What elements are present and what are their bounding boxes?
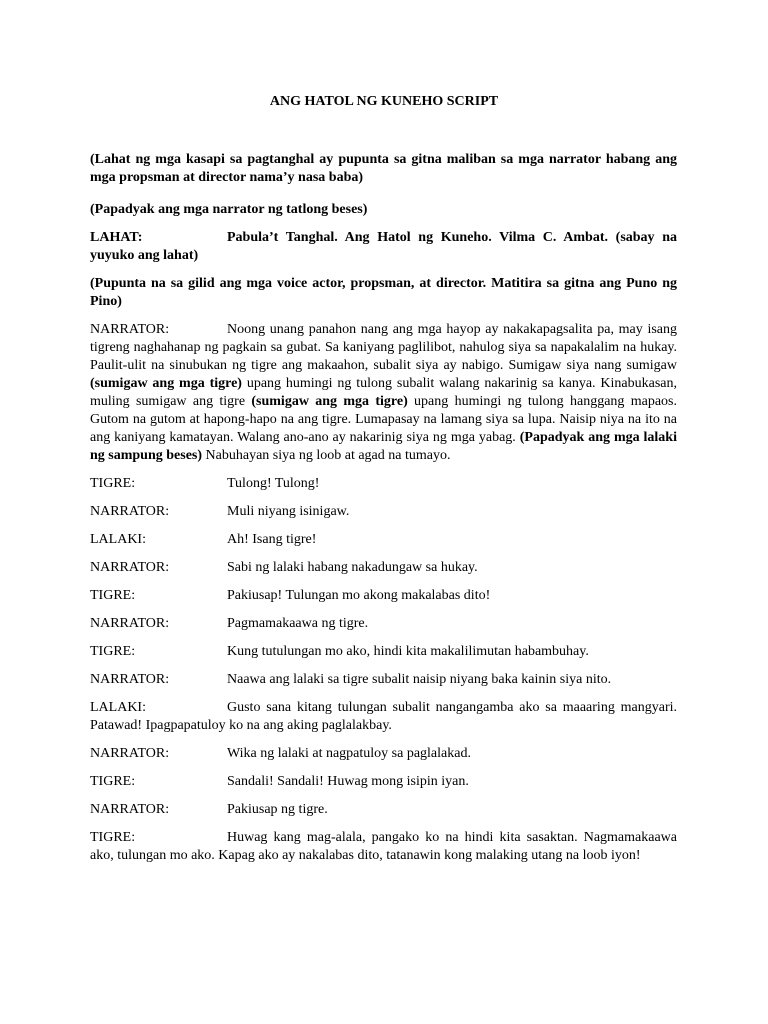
line-text: Gusto sana kitang tulungan subalit nangangamba ako sa maaaring mangyari. Patawad! Ipagpapatuloy ko na ang aking paglalakbay.	[90, 700, 677, 733]
line-narration	[90, 321, 677, 465]
line-text: Sabi ng lalaki habang nakadungaw sa hukay.	[227, 560, 478, 575]
line-text: Sandali! Sandali! Huwag mong isipin iyan.	[227, 774, 469, 789]
line-text: Pakiusap! Tulungan mo akong makalabas dito!	[227, 588, 491, 603]
dialogue-line	[90, 671, 677, 689]
speaker-label: TIGRE:	[90, 774, 136, 789]
speaker-label: NARRATOR:	[90, 802, 170, 817]
line-text: Wika ng lalaki at nagpatuloy sa paglalakad.	[227, 746, 471, 761]
dialogue-line	[90, 829, 677, 865]
line-text: Pabula’t Tanghal. Ang Hatol ng Kuneho. Vilma C. Ambat. (sabay na yuyuko ang lahat)	[90, 230, 677, 263]
line-text: Ah! Isang tigre!	[227, 532, 317, 547]
speaker-label: LALAKI:	[90, 700, 146, 715]
dialogue-line	[90, 503, 677, 521]
narration-text-3: upang humingi ng tulong hanggang mapaos. Gutom na gutom at hapong-hapo na ang tigre. Lumapasay na lamang siya sa lupa. Naisip niya na ito na ang kaniyang kamatayan. Walang ano-ano ay nakarinig siya ng mga yabag.	[90, 394, 678, 445]
speaker-label: NARRATOR:	[90, 746, 170, 761]
line-lahat	[90, 229, 677, 265]
line-text: Naawa ang lalaki sa tigre subalit naisip niyang baka kainin siya nito.	[227, 672, 612, 687]
stage-cue-1: (sumigaw ang mga tigre)	[90, 376, 242, 391]
stage-direction-stomp: (Papadyak ang mga narrator ng tatlong beses)	[90, 202, 368, 217]
speaker-label: NARRATOR:	[90, 504, 170, 519]
dialogue-line	[90, 745, 677, 763]
stage-cue-2: (sumigaw ang mga tigre)	[251, 394, 408, 409]
line-text: Pakiusap ng tigre.	[227, 802, 328, 817]
speaker-label: LAHAT:	[90, 230, 143, 245]
dialogue-line	[90, 475, 677, 493]
dialogue-line	[90, 587, 677, 605]
speaker-label: NARRATOR:	[90, 616, 170, 631]
speaker-label: NARRATOR:	[90, 560, 170, 575]
speaker-label: LALAKI:	[90, 532, 146, 547]
dialogue-line	[90, 531, 677, 549]
dialogue-line	[90, 559, 677, 577]
stage-direction-positions: (Pupunta na sa gilid ang mga voice actor, propsman, at director. Matitira sa gitna ang Puno ng Pino)	[90, 276, 677, 309]
dialogue-line	[90, 643, 677, 661]
speaker-label: TIGRE:	[90, 476, 136, 491]
line-text: Huwag kang mag-alala, pangako ko na hindi kita sasaktan. Nagmamakaawa ako, tulungan mo ako. Kapag ako ay nakalabas dito, tatanawin kong malaking utang na loob iyon!	[90, 830, 677, 863]
stage-direction-intro: (Lahat ng mga kasapi sa pagtanghal ay pupunta sa gitna maliban sa mga narrator habang ang mga propsman at director nama’y nasa baba)	[90, 152, 677, 185]
speaker-label: NARRATOR:	[90, 672, 170, 687]
line-text: Pagmamakaawa ng tigre.	[227, 616, 369, 631]
speaker-label: TIGRE:	[90, 588, 136, 603]
dialogue-line	[90, 699, 677, 735]
narration-text-4: Nabuhayan siya ng loob at agad na tumayo.	[202, 448, 451, 463]
speaker-label: TIGRE:	[90, 644, 136, 659]
dialogue-line	[90, 801, 677, 819]
line-text: Kung tutulungan mo ako, hindi kita makalilimutan habambuhay.	[227, 644, 589, 659]
speaker-label: NARRATOR:	[90, 322, 170, 337]
script-body	[90, 151, 677, 875]
line-text: Tulong! Tulong!	[227, 476, 320, 491]
dialogue-line	[90, 615, 677, 633]
narration-text-2: upang humingi ng tulong subalit walang nakarinig sa kanya. Kinabukasan, muling sumigaw ang tigre	[90, 376, 677, 409]
dialogue-line	[90, 773, 677, 791]
speaker-label: TIGRE:	[90, 830, 136, 845]
narration-text-1: Noong unang panahon nang ang mga hayop ay nakakapagsalita pa, may isang tigreng naghahanap ng pagkain sa gubat. Sa kaniyang paglilibot, nahulog siya sa napakalalim na hukay. Paulit-ulit na sinubukan ng tigre ang makaahon, subalit siya ay nabigo. Sumigaw siya nang sumigaw	[90, 322, 677, 373]
stage-cue-3: (Papadyak ang mga lalaki ng sampung beses)	[90, 430, 677, 463]
page-title: ANG HATOL NG KUNEHO SCRIPT	[269, 94, 499, 109]
line-text: Muli niyang isinigaw.	[227, 504, 350, 519]
dialogue-list	[90, 475, 677, 865]
